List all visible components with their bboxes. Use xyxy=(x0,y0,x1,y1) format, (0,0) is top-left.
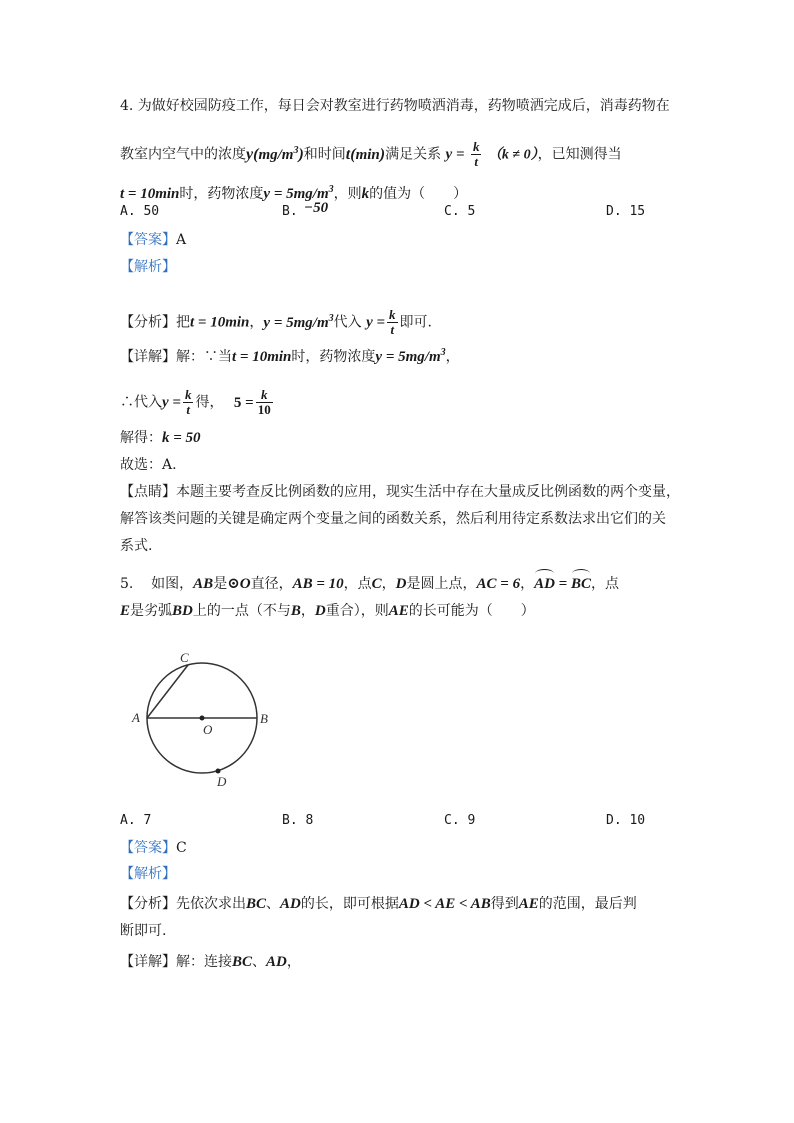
formula-k: k xyxy=(361,186,370,202)
q5-analysis-label: 【解析】 xyxy=(120,866,176,882)
q4-fenxi: 【分析】把t = 10min，$y = 5mg/m^3$代入 y = $\frac{k}{t}$ 即可. xyxy=(120,307,432,337)
label-b: B xyxy=(260,711,268,726)
q4-option-d: D. 15 xyxy=(606,204,646,219)
fraction-k-over-t: $\frac{k}{t}$ xyxy=(472,139,480,169)
q5-line-1: 5. 如图，AB是⊙O直径，AB = 10，点C，D是圆上点，AC = 6，AD = BC，点 xyxy=(120,576,619,592)
q5-fenxi-1: 【分析】先依次求出BC、AD的长，即可根据AD < AE < AB得到AE的范围，最后判 xyxy=(120,896,637,912)
q4-option-a: A. 50 xyxy=(120,204,160,219)
q5-option-c: C. 9 xyxy=(444,813,476,828)
q4-option-b-value: −50 xyxy=(304,200,329,216)
formula-t-unit: t(min) xyxy=(345,145,386,163)
q4-solve: 解得：k = 50 xyxy=(120,430,201,446)
q4-line-3: t = 10min时，药物浓度$y = 5mg/m^3$，则k的值为（ ） xyxy=(120,184,468,202)
formula-k-nonzero: （k ≠ 0） xyxy=(487,147,538,163)
q5-option-b: B. 8 xyxy=(282,813,314,828)
formula-t-10: t = 10min xyxy=(120,186,180,202)
q4-option-c: C. 5 xyxy=(444,204,476,219)
label-a: A xyxy=(132,710,140,725)
center-point-o xyxy=(200,716,205,721)
q4-answer: 【答案】A xyxy=(120,232,187,248)
label-d: D xyxy=(217,774,227,789)
q4-choose: 故选：A. xyxy=(120,457,177,473)
q4-line-2: 教室内空气中的浓度$y(mg/m^3)$和时间t(min)满足关系 y = $\frac{k}{t}$ （k ≠ 0），已知测得当 xyxy=(120,139,622,169)
label-c: C xyxy=(180,650,189,665)
q5-option-d: D. 10 xyxy=(606,813,646,828)
q4-xiangjie: 【详解】解：∵当t = 10min时，药物浓度$y = 5mg/m^3$， xyxy=(120,347,460,365)
q4-substitute: ∴代入y = $\frac{k}{t}$ 得， 5 = $\frac{k}{10}$ xyxy=(120,387,271,417)
label-o: O xyxy=(203,722,213,737)
q5-xiangjie: 【详解】解：连接BC、AD， xyxy=(120,954,301,970)
q4-dianjing-1: 【点睛】本题主要考查反比例函数的应用，现实生活中存在大量成反比例函数的两个变量， xyxy=(120,484,680,500)
geometry-figure xyxy=(120,640,300,800)
q4-line-1: 4. 为做好校园防疫工作，每日会对教室进行药物喷洒消毒，药物喷洒完成后，消毒药物在 xyxy=(120,98,670,114)
q5-line-2: E是劣弧BD上的一点（不与B，D重合），则AE的长可能为（ ） xyxy=(120,603,535,619)
formula-y-unit: $y(mg/m^3)$ xyxy=(246,144,304,163)
q4-dianjing-3: 系式. xyxy=(120,538,153,554)
q4-option-b: B. xyxy=(282,204,298,219)
q4-analysis-label: 【解析】 xyxy=(120,259,176,275)
q5-option-a: A. 7 xyxy=(120,813,152,828)
formula-relation: y = xyxy=(445,146,465,163)
point-d xyxy=(216,769,221,774)
q4-dianjing-2: 解答该类问题的关键是确定两个变量之间的函数关系，然后利用待定系数法求出它们的关 xyxy=(120,511,666,527)
q5-answer: 【答案】C xyxy=(120,840,187,856)
q5-fenxi-2: 断即可. xyxy=(120,923,167,939)
formula-y-5: $y = 5mg/m^3$ xyxy=(263,184,334,202)
